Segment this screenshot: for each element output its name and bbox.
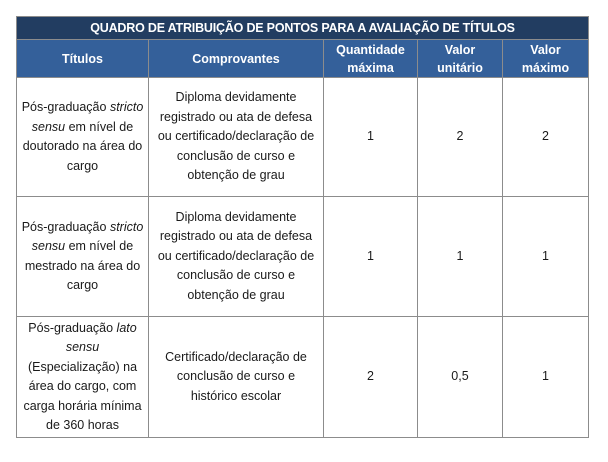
titulo-italic-text: stricto sensu <box>31 100 144 134</box>
cell-titulo <box>17 78 149 197</box>
header-maximo-line2: máximo <box>521 60 570 75</box>
titulo-text: Pós-graduação <box>28 320 117 335</box>
table-row <box>17 197 589 317</box>
cell-comprovante: Certificado/declaração de conclusão de curso e histórico escolar <box>149 317 324 438</box>
header-unitario-line1: Valor <box>444 42 476 57</box>
header-quantidade-line2: máxima <box>347 60 394 75</box>
table-title: QUADRO DE ATRIBUIÇÃO DE PONTOS PARA A AVALIAÇÃO DE TÍTULOS <box>17 17 589 40</box>
cell-valor-unitario: 1 <box>418 197 503 317</box>
header-comprovantes: Comprovantes <box>149 40 324 78</box>
titulo-text: Pós-graduação <box>21 219 110 234</box>
cell-titulo <box>17 317 149 438</box>
cell-quantidade-maxima: 1 <box>324 78 418 197</box>
cell-titulo <box>17 197 149 317</box>
header-quantidade-line1: Quantidade <box>336 42 405 57</box>
table-title-row <box>17 17 589 40</box>
table-header-row <box>17 40 589 78</box>
titulo-text-rest: em nível de doutorado na área do cargo <box>22 119 143 173</box>
cell-valor-maximo: 2 <box>503 78 589 197</box>
titulo-italic-text: lato sensu <box>65 320 137 354</box>
cell-comprovante: Diploma devidamente registrado ou ata de defesa ou certificado/declaração de conclusão de curso e obtenção de grau <box>149 78 324 197</box>
cell-valor-unitario: 2 <box>418 78 503 197</box>
cell-quantidade-maxima: 1 <box>324 197 418 317</box>
header-valor-unitario <box>418 40 503 78</box>
cell-valor-maximo: 1 <box>503 197 589 317</box>
points-table <box>16 16 589 438</box>
header-unitario-line2: unitário <box>437 60 483 75</box>
cell-valor-maximo: 1 <box>503 317 589 438</box>
titulo-text-rest: (Especialização) na área do cargo, com carga horária mínima de 360 horas <box>23 359 142 432</box>
table-row <box>17 317 589 438</box>
cell-quantidade-maxima: 2 <box>324 317 418 438</box>
header-quantidade-maxima <box>324 40 418 78</box>
titulo-italic-text: stricto sensu <box>31 219 144 253</box>
titulo-text: Pós-graduação <box>21 100 110 114</box>
cell-valor-unitario: 0,5 <box>418 317 503 438</box>
table-row <box>17 78 589 197</box>
header-titulos: Títulos <box>17 40 149 78</box>
cell-comprovante: Diploma devidamente registrado ou ata de defesa ou certificado/declaração de conclusão de curso e obtenção de grau <box>149 197 324 317</box>
header-maximo-line1: Valor <box>530 42 561 57</box>
header-valor-maximo <box>503 40 589 78</box>
titulo-text-rest: em nível de mestrado na área do cargo <box>24 239 141 292</box>
